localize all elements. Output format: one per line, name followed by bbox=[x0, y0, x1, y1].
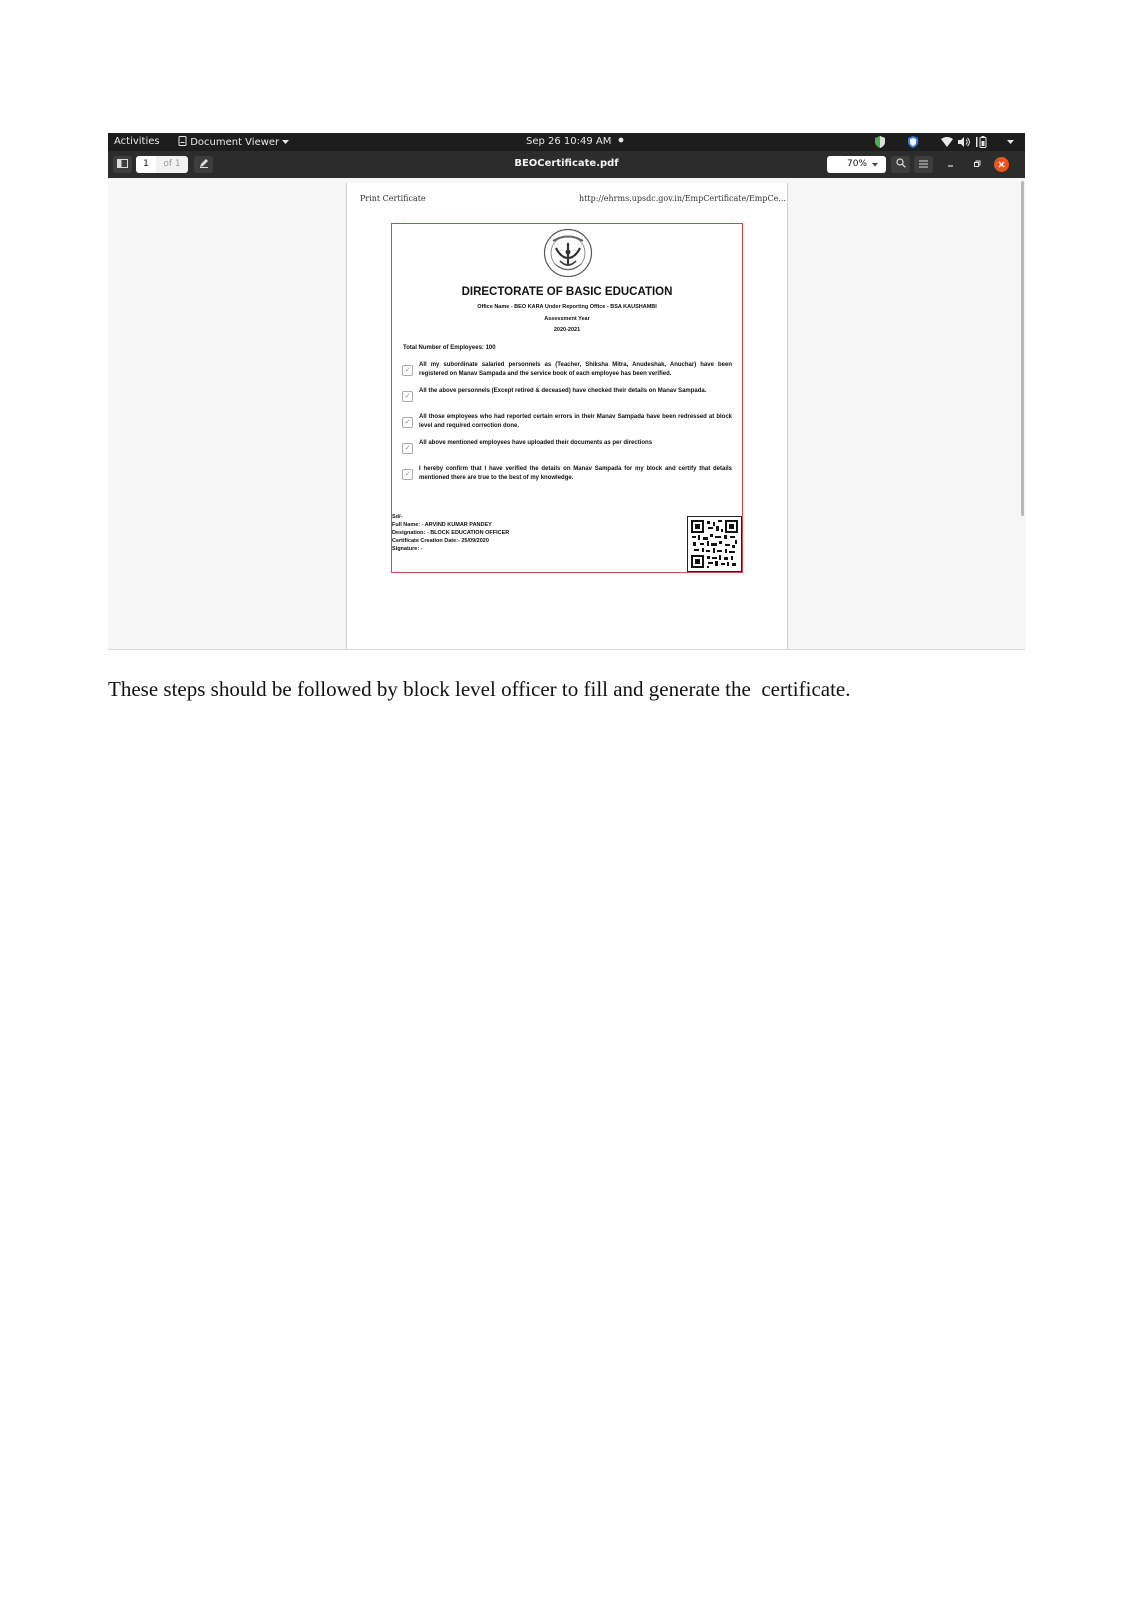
qr-code-icon bbox=[688, 517, 741, 571]
checkbox[interactable] bbox=[402, 417, 413, 428]
emblem-seal-icon bbox=[543, 228, 593, 278]
activities-button[interactable]: Activities bbox=[114, 136, 160, 147]
shield-blue-icon[interactable] bbox=[908, 136, 918, 148]
creation-date: Certificate Creation Date:- 25/09/2020 bbox=[392, 538, 489, 544]
clock[interactable] bbox=[526, 136, 625, 147]
page-header-left: Print Certificate bbox=[360, 194, 426, 203]
record-dot-icon bbox=[615, 136, 625, 144]
restore-icon bbox=[969, 157, 985, 172]
assessment-label: Assessment Year bbox=[544, 316, 590, 322]
checklist-text: All above mentioned employees have uploaded their documents as per directions bbox=[419, 440, 653, 446]
certificate bbox=[391, 223, 743, 573]
dropdown-arrow-icon bbox=[282, 140, 289, 145]
clock-text: Sep 26 10:49 AM bbox=[526, 136, 612, 147]
zoom-select[interactable] bbox=[827, 156, 886, 173]
total-employees: Total Number of Employees: 100 bbox=[403, 345, 496, 351]
menu-button[interactable] bbox=[914, 156, 933, 173]
zoom-value: 70% bbox=[847, 159, 868, 169]
certificate-title: DIRECTORATE OF BASIC EDUCATION bbox=[461, 286, 673, 298]
office-name: Office Name - BEO KARA Under Reporting Office - BSA KAUSHAMBI bbox=[477, 304, 657, 310]
page-total: of 1 bbox=[156, 156, 188, 173]
checkbox[interactable] bbox=[402, 443, 413, 454]
checkbox[interactable] bbox=[402, 365, 413, 376]
document-title: BEOCertificate.pdf bbox=[514, 158, 619, 169]
checklist-text: All the above personnels (Except retired & deceased) have checked their details on Manav Sampada. bbox=[419, 388, 707, 394]
scrollbar[interactable] bbox=[1021, 181, 1024, 516]
caption-text: These steps should be followed by block level officer to fill and generate the certificate. bbox=[108, 677, 851, 701]
minimize-icon bbox=[943, 157, 959, 172]
screenshot-frame bbox=[108, 133, 1025, 650]
checklist-text: All those employees who had reported certain errors in their Manav Sampada have been redressed at block level and required correction done. bbox=[419, 414, 732, 429]
designation: Designation: - BLOCK EDUCATION OFFICER bbox=[392, 530, 510, 536]
checkmark-icon: ✓ bbox=[404, 445, 411, 452]
wifi-icon[interactable] bbox=[941, 137, 953, 147]
viewer-toolbar bbox=[108, 151, 1025, 178]
checkmark-icon: ✓ bbox=[404, 471, 411, 478]
checkmark-icon: ✓ bbox=[404, 419, 411, 426]
search-icon bbox=[896, 158, 906, 168]
checkmark-icon: ✓ bbox=[404, 367, 411, 374]
page-header-url: http://ehrms.upsdc.gov.in/EmpCertificate/EmpCe... bbox=[579, 194, 786, 203]
checklist-text: All my subordinate salaried personnels as (Teacher, Shiksha Mitra, Anudeshak, Anuchar) have been registered on Manav Sampada and the service book of each employee has been verified. bbox=[419, 362, 732, 377]
restore-button[interactable] bbox=[969, 157, 985, 172]
page-number-input[interactable]: 1 bbox=[136, 156, 156, 173]
app-name: Document Viewer bbox=[190, 137, 280, 148]
search-button[interactable] bbox=[891, 156, 910, 173]
qr-code bbox=[687, 516, 742, 572]
full-name: Full Name: - ARVIND KUMAR PANDEY bbox=[392, 522, 492, 528]
app-menu[interactable] bbox=[178, 136, 289, 148]
close-button[interactable] bbox=[994, 157, 1009, 172]
minimize-button[interactable] bbox=[943, 157, 959, 172]
dropdown-arrow-icon bbox=[872, 163, 878, 167]
checkbox[interactable] bbox=[402, 391, 413, 402]
pdf-page bbox=[346, 183, 788, 649]
signature-label: Signature: - bbox=[392, 546, 423, 552]
close-icon bbox=[994, 157, 1009, 172]
document-icon bbox=[178, 136, 187, 146]
menu-icon bbox=[919, 160, 928, 168]
battery-icon[interactable] bbox=[975, 136, 989, 148]
checklist-text: I hereby confirm that I have verified the details on Manav Sampada for my block and certify that details mentioned there are true to the best of my knowledge. bbox=[419, 466, 732, 481]
dropdown-arrow-icon[interactable] bbox=[1007, 140, 1014, 145]
checkbox[interactable] bbox=[402, 469, 413, 480]
volume-icon[interactable] bbox=[958, 137, 970, 147]
assessment-year: 2020-2021 bbox=[553, 327, 581, 333]
sd-label: Sd/- bbox=[392, 514, 403, 520]
system-top-bar bbox=[108, 133, 1025, 151]
document-view[interactable] bbox=[108, 178, 1025, 649]
shield-green-icon[interactable] bbox=[875, 136, 885, 148]
checkmark-icon: ✓ bbox=[404, 393, 411, 400]
